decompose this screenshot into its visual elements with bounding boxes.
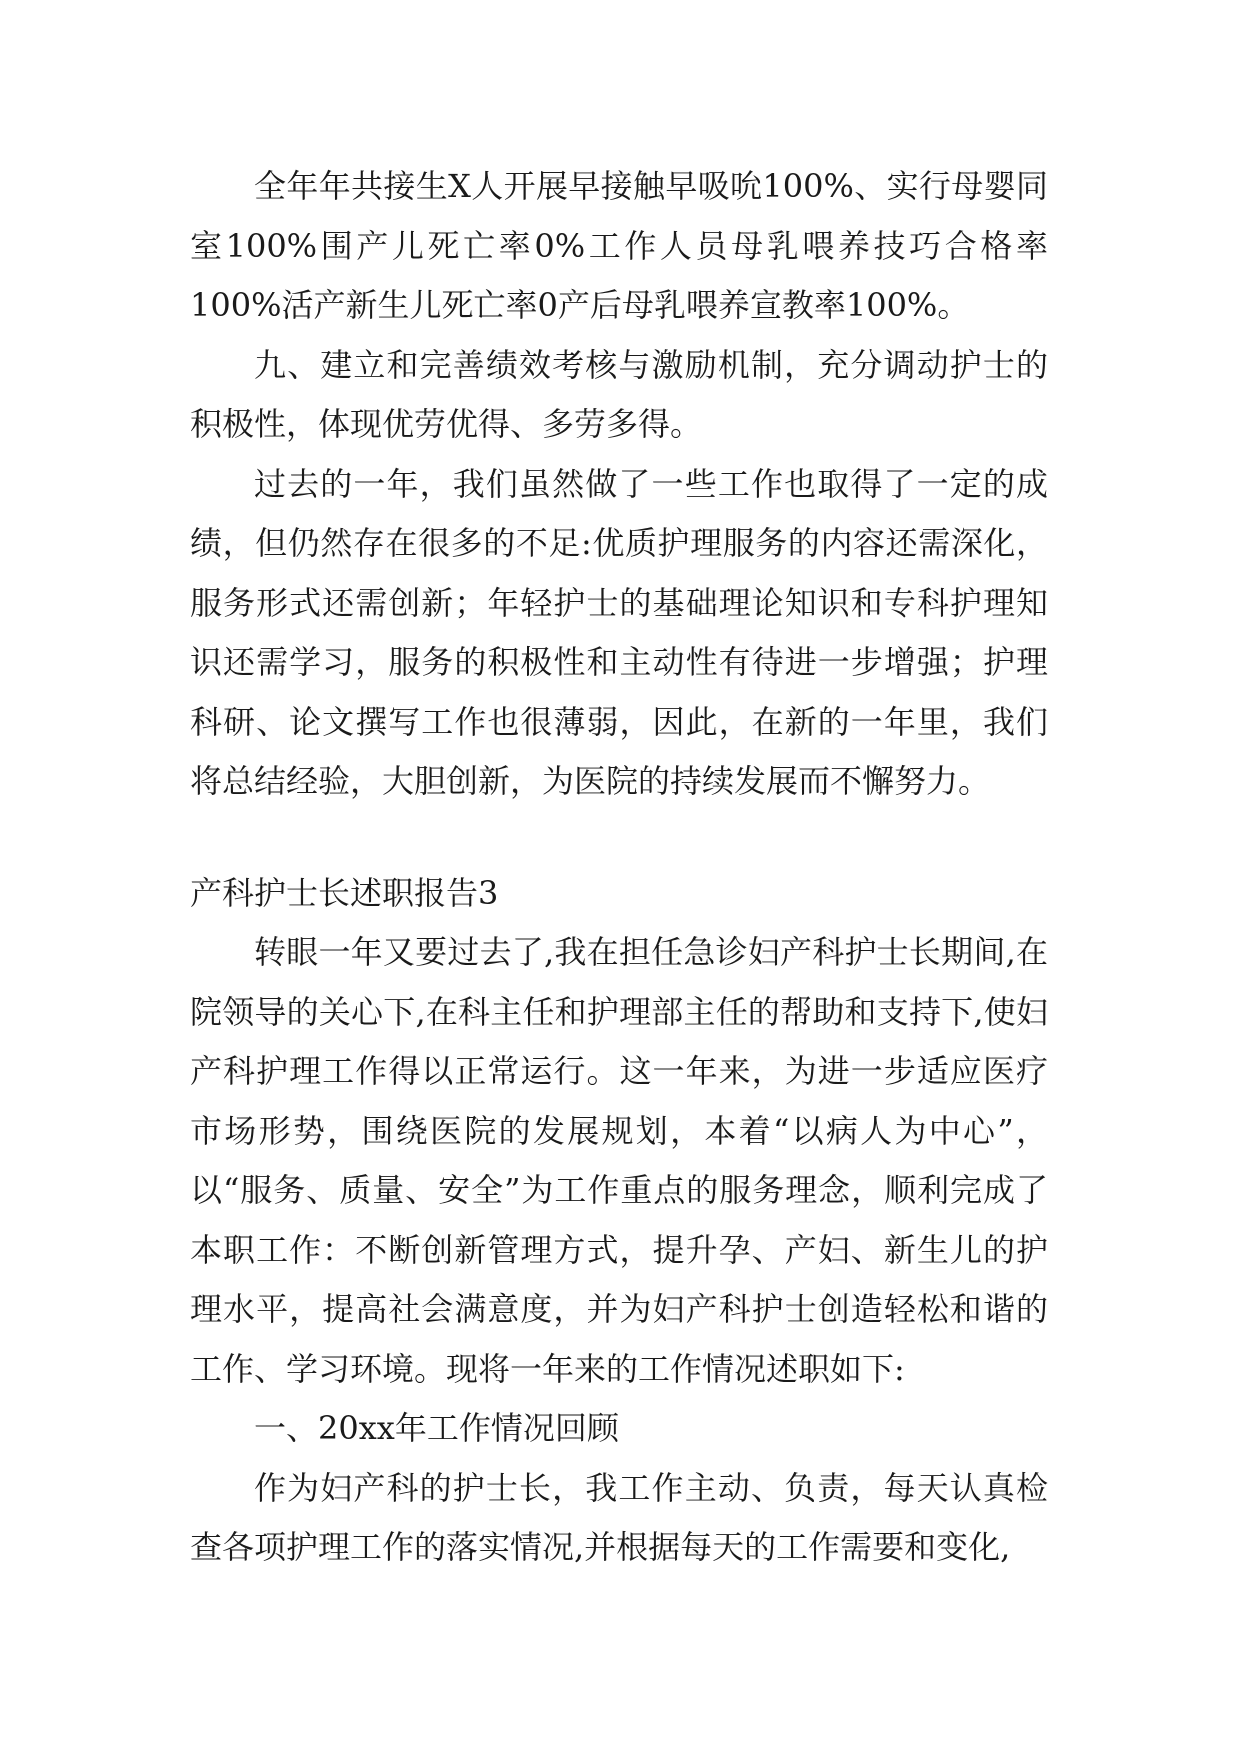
paragraph-intro: 转眼一年又要过去了,我在担任急诊妇产科护士长期间,在院领导的关心下,在科主任和护理部主任的帮助和支持下,使妇产科护理工作得以正常运行。这一年来，为进一步适应医疗市场形势，围绕医院的发展规划，本着“以病人为中心”，以“服务、质量、安全”为工作重点的服务理念，顺利完成了本职工作：不断创新管理方式，提升孕、产妇、新生儿的护理水平，提高社会满意度，并为妇产科护士创造轻松和谐的工作、学习环境。现将一年来的工作情况述职如下: bbox=[190, 933, 1048, 1388]
paragraph-item-nine: 九、建立和完善绩效考核与激励机制，充分调动护士的积极性，体现优劳优得、多劳多得。 bbox=[190, 345, 1048, 443]
section-title: 产科护士长述职报告3 bbox=[190, 873, 499, 912]
document-body bbox=[190, 157, 1048, 1578]
paragraph-work-review: 作为妇产科的护士长，我工作主动、负责，每天认真检查各项护理工作的落实情况,并根据每天的工作需要和变化, bbox=[190, 1468, 1048, 1566]
sub-heading: 一、20xx年工作情况回顾 bbox=[254, 1409, 619, 1447]
paragraph-summary: 过去的一年，我们虽然做了一些工作也取得了一定的成绩，但仍然存在很多的不足:优质护理服务的内容还需深化，服务形式还需创新；年轻护士的基础理论知识和专科护理知识还需学习，服务的积极性和主动性有待进一步增强；护理科研、论文撰写工作也很薄弱，因此，在新的一年里，我们将总结经验，大胆创新，为医院的持续发展而不懈努力。 bbox=[190, 464, 1048, 800]
paragraph-delivery-stats: 全年年共接生X人开展早接触早吸吮100%、实行母婴同室100%围产儿死亡率0%工作人员母乳喂养技巧合格率100%活产新生儿死亡率0产后母乳喂养宣教率100%。 bbox=[190, 167, 1048, 324]
